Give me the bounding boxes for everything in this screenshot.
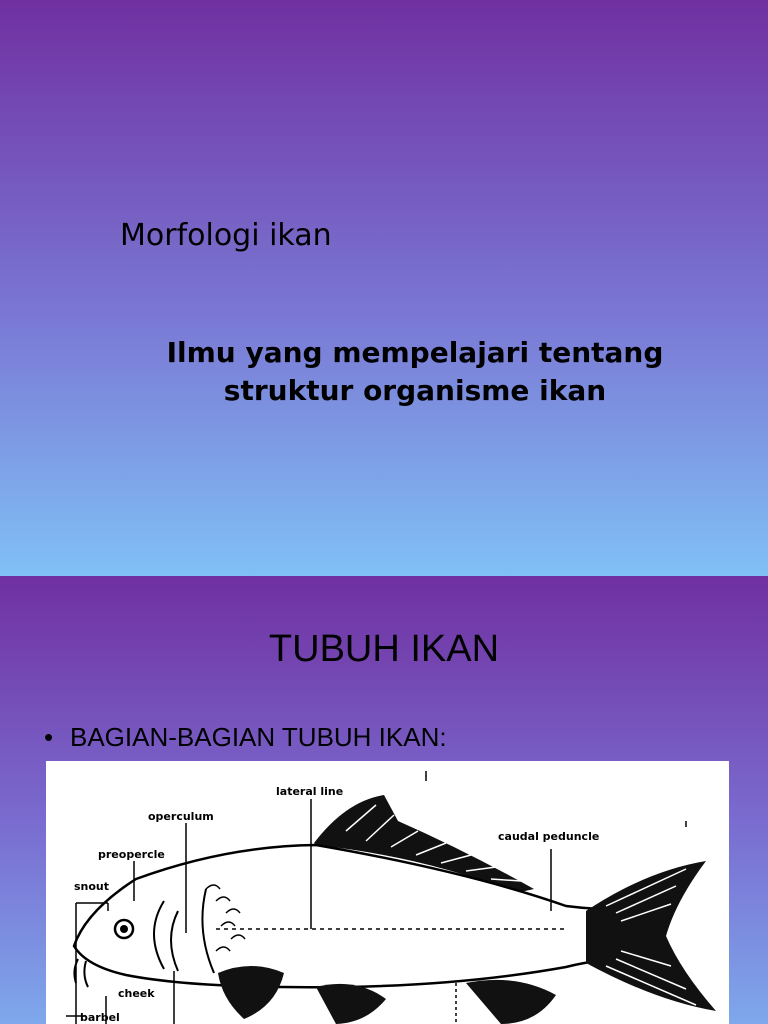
label-cheek: cheek: [118, 987, 155, 1000]
anal-fin: [466, 980, 556, 1024]
slide-2-title: TUBUH IKAN: [268, 628, 500, 670]
fish-illustration: [46, 761, 729, 1024]
bullet-dot-icon: •: [44, 722, 54, 752]
pectoral-fin: [218, 966, 284, 1019]
bullet-text: BAGIAN-BAGIAN TUBUH IKAN:: [70, 722, 447, 752]
label-preopercle: preopercle: [98, 848, 165, 861]
slide-subtitle-line-2: struktur organisme ikan: [223, 374, 607, 407]
pelvic-fin: [316, 984, 386, 1024]
bullet-item: [44, 722, 447, 753]
slide-title: Morfologi ikan: [120, 218, 332, 253]
label-snout: snout: [74, 880, 110, 893]
slide-subtitle-line-1: Ilmu yang mempelajari tentang: [166, 336, 664, 369]
label-barbel: barbel: [80, 1011, 120, 1024]
label-operculum: operculum: [148, 810, 214, 823]
label-lateral-line: lateral line: [276, 785, 344, 798]
fish-anatomy-diagram: [46, 761, 729, 1024]
caudal-fin: [586, 861, 716, 1011]
fish-body: [74, 845, 646, 987]
label-caudal-peduncle: caudal peduncle: [498, 830, 600, 843]
